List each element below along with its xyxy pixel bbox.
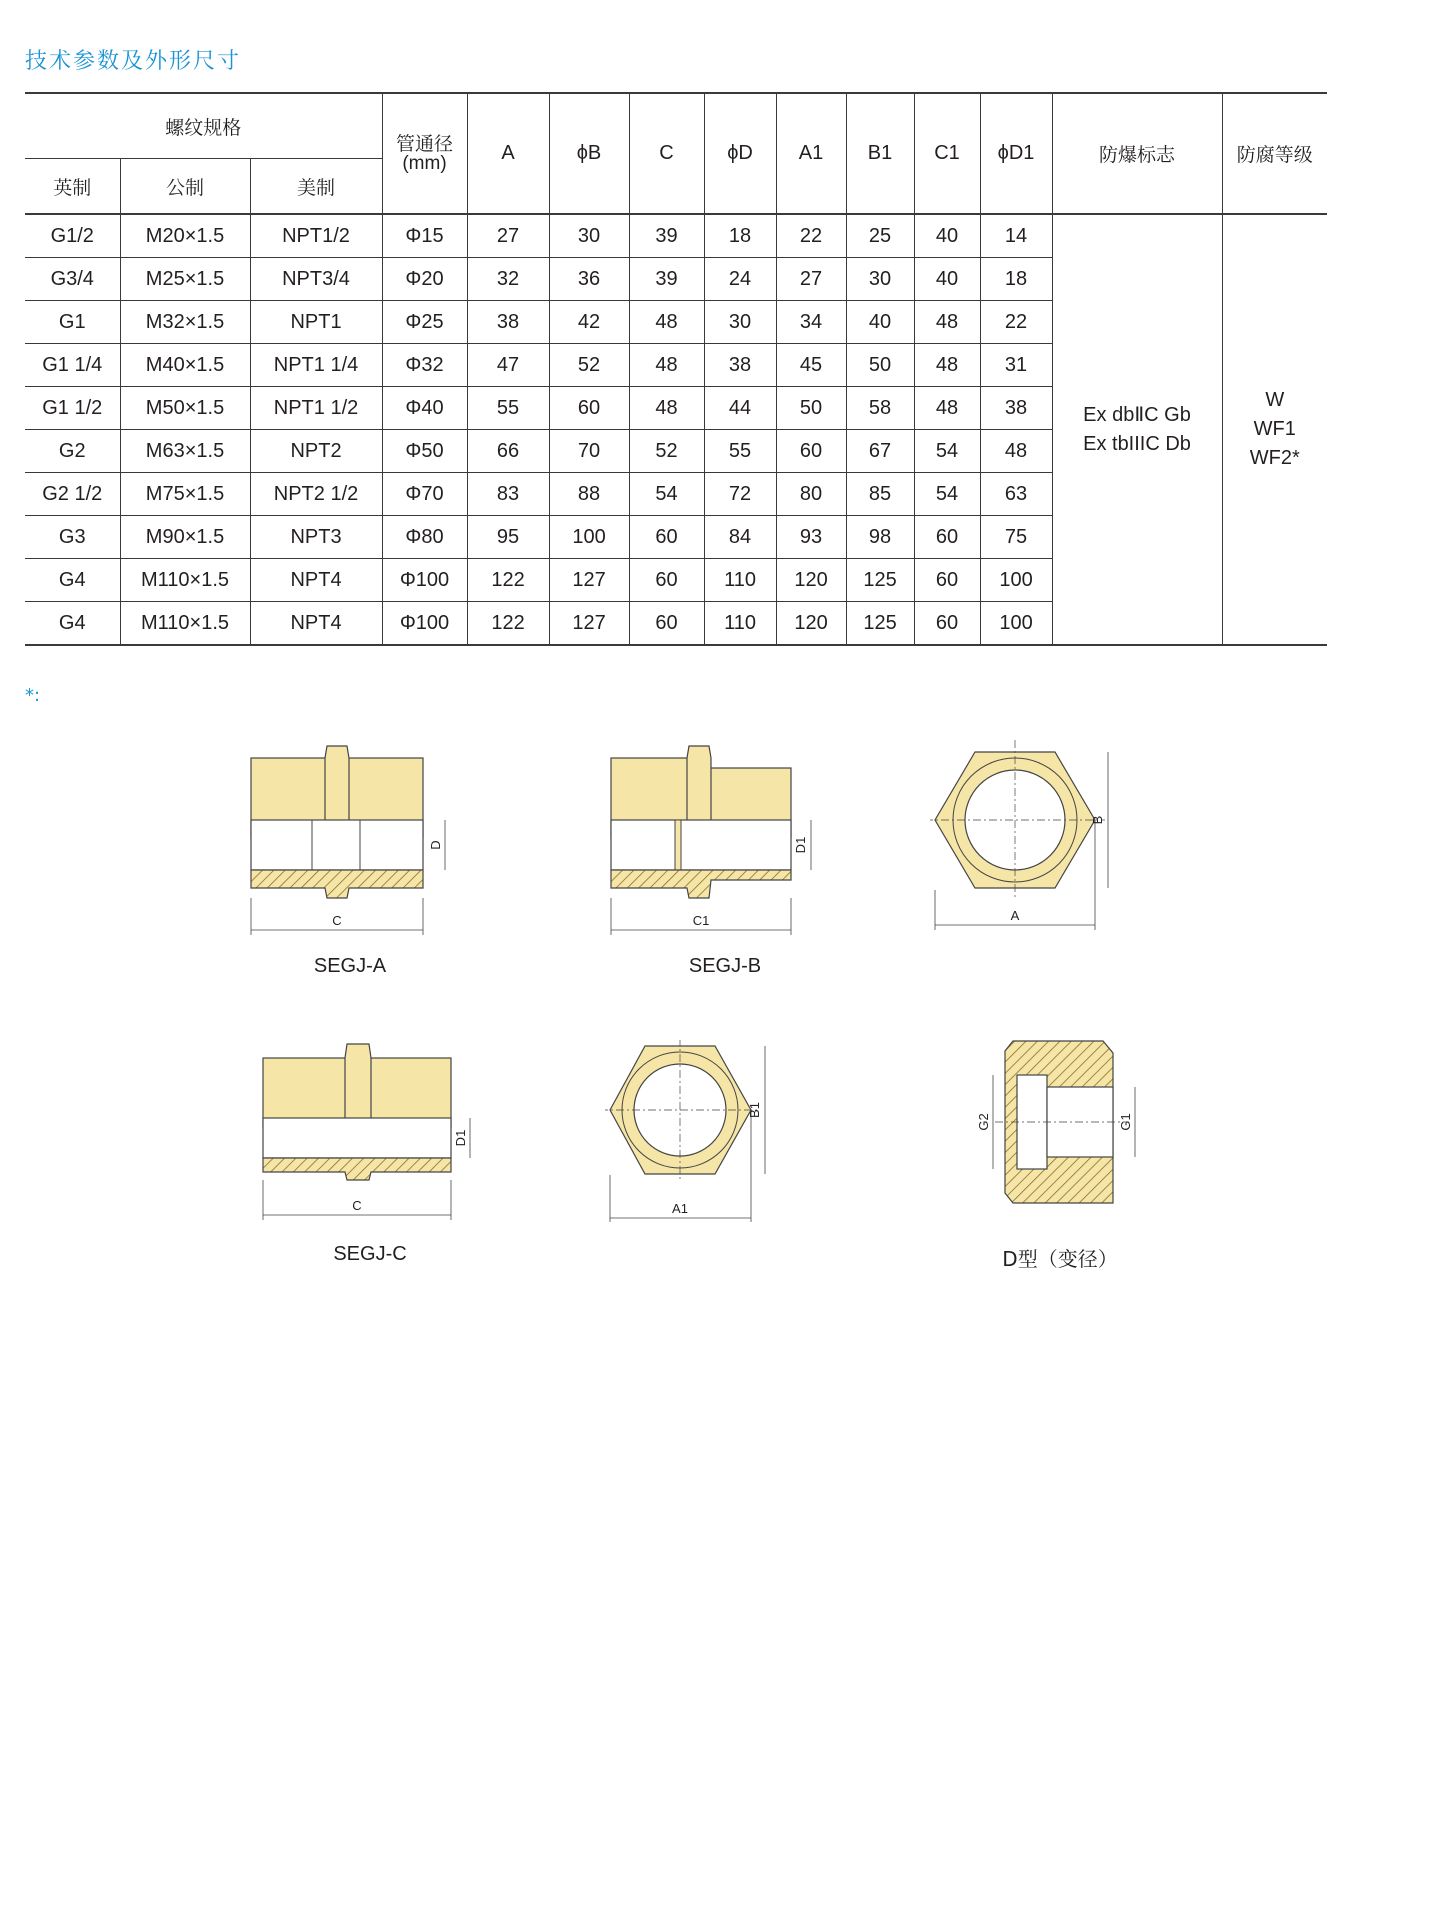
cell-imperial: G4 <box>25 602 120 646</box>
cell-pipe: Φ70 <box>382 473 467 516</box>
cell-pipe: Φ100 <box>382 602 467 646</box>
cell-c: 60 <box>629 602 704 646</box>
cell-c: 39 <box>629 214 704 258</box>
cell-metric: M75×1.5 <box>120 473 250 516</box>
header-pipe-unit: (mm) <box>402 152 447 174</box>
cell-d: 72 <box>704 473 776 516</box>
cell-pipe: Φ25 <box>382 301 467 344</box>
cell-american: NPT3 <box>250 516 382 559</box>
hex-a1-drawing <box>605 1040 785 1230</box>
cell-b: 70 <box>549 430 629 473</box>
cell-metric: M90×1.5 <box>120 516 250 559</box>
cell-pipe: Φ32 <box>382 344 467 387</box>
cell-d: 84 <box>704 516 776 559</box>
cell-b: 127 <box>549 559 629 602</box>
cell-pipe: Φ15 <box>382 214 467 258</box>
cell-american: NPT1 1/4 <box>250 344 382 387</box>
segj-c-dim-d1: D1 <box>453 1129 468 1147</box>
cell-a1: 34 <box>776 301 846 344</box>
cell-b1: 125 <box>846 559 914 602</box>
d-type-dim-g1: G1 <box>1118 1113 1133 1131</box>
cell-b1: 67 <box>846 430 914 473</box>
cell-a1: 50 <box>776 387 846 430</box>
cell-b: 60 <box>549 387 629 430</box>
footnote-marker: *: <box>25 685 41 706</box>
header-dim-a1: A1 <box>776 93 846 214</box>
cell-d: 110 <box>704 559 776 602</box>
cell-c1: 48 <box>914 344 980 387</box>
cell-imperial: G2 1/2 <box>25 473 120 516</box>
cell-d1: 48 <box>980 430 1052 473</box>
cell-metric: M20×1.5 <box>120 214 250 258</box>
cell-a: 38 <box>467 301 549 344</box>
cell-imperial: G1 1/4 <box>25 344 120 387</box>
corrosion-grade: WF1 <box>1253 418 1296 440</box>
header-thread-spec: 螺纹规格 <box>25 93 382 159</box>
cell-american: NPT1 1/2 <box>250 387 382 430</box>
cell-a1: 60 <box>776 430 846 473</box>
cell-b1: 58 <box>846 387 914 430</box>
cell-imperial: G1 1/2 <box>25 387 120 430</box>
cell-imperial: G1/2 <box>25 214 120 258</box>
cell-pipe: Φ40 <box>382 387 467 430</box>
cell-a: 32 <box>467 258 549 301</box>
header-metric: 公制 <box>120 159 250 215</box>
ex-marking-line: Ex tbIIIC Db <box>1083 432 1191 455</box>
cell-d1: 18 <box>980 258 1052 301</box>
header-dim-b: ϕB <box>549 93 629 214</box>
cell-d1: 31 <box>980 344 1052 387</box>
cell-a: 55 <box>467 387 549 430</box>
cell-a: 122 <box>467 602 549 646</box>
cell-d1: 100 <box>980 559 1052 602</box>
cell-a: 27 <box>467 214 549 258</box>
header-american: 美制 <box>250 159 382 215</box>
segj-a-dim-c: C <box>332 913 342 928</box>
cell-d: 18 <box>704 214 776 258</box>
corrosion-grade-cell <box>1222 214 1327 645</box>
cell-b1: 25 <box>846 214 914 258</box>
cell-pipe: Φ80 <box>382 516 467 559</box>
cell-a1: 93 <box>776 516 846 559</box>
cell-d1: 38 <box>980 387 1052 430</box>
segj-b-dim-d1: D1 <box>793 836 808 854</box>
cell-b1: 40 <box>846 301 914 344</box>
cell-c: 54 <box>629 473 704 516</box>
segj-a-caption: SEGJ-A <box>313 955 387 977</box>
cell-a1: 80 <box>776 473 846 516</box>
cell-d1: 63 <box>980 473 1052 516</box>
table-row <box>25 214 1327 258</box>
cell-c: 48 <box>629 301 704 344</box>
cell-metric: M63×1.5 <box>120 430 250 473</box>
header-dim-b1: B1 <box>846 93 914 214</box>
cell-b: 36 <box>549 258 629 301</box>
cell-c1: 40 <box>914 258 980 301</box>
cell-b: 42 <box>549 301 629 344</box>
cell-american: NPT1 <box>250 301 382 344</box>
cell-c1: 60 <box>914 559 980 602</box>
header-pipe-diameter <box>382 93 467 214</box>
cell-a: 122 <box>467 559 549 602</box>
cell-c1: 60 <box>914 602 980 646</box>
cell-pipe: Φ20 <box>382 258 467 301</box>
cell-pipe: Φ100 <box>382 559 467 602</box>
cell-a: 95 <box>467 516 549 559</box>
cell-imperial: G4 <box>25 559 120 602</box>
cell-american: NPT3/4 <box>250 258 382 301</box>
cell-b: 100 <box>549 516 629 559</box>
d-type-dim-g2: G2 <box>976 1113 991 1131</box>
header-pipe-label: 管通径 <box>396 132 454 155</box>
cell-a: 66 <box>467 430 549 473</box>
cell-c: 60 <box>629 516 704 559</box>
hex-a1-dim-a1: A1 <box>672 1201 688 1216</box>
header-dim-a: A <box>467 93 549 214</box>
cell-american: NPT4 <box>250 602 382 646</box>
ex-marking-line: Ex dbⅡC Gb <box>1083 403 1191 426</box>
cell-metric: M50×1.5 <box>120 387 250 430</box>
cell-a: 47 <box>467 344 549 387</box>
cell-c: 39 <box>629 258 704 301</box>
segj-b-dim-c1: C1 <box>692 913 710 928</box>
cell-metric: M110×1.5 <box>120 559 250 602</box>
cell-c1: 54 <box>914 430 980 473</box>
segj-a-dim-d: D <box>428 840 443 850</box>
cell-d: 55 <box>704 430 776 473</box>
segj-c-dim-c: C <box>352 1198 362 1213</box>
cell-d: 44 <box>704 387 776 430</box>
cell-imperial: G2 <box>25 430 120 473</box>
cell-d1: 75 <box>980 516 1052 559</box>
cell-d: 24 <box>704 258 776 301</box>
segj-b-caption: SEGJ-B <box>688 955 762 977</box>
header-dim-d: ϕD <box>704 93 776 214</box>
header-ex-marking: 防爆标志 <box>1052 93 1222 214</box>
corrosion-grade: WF2* <box>1249 447 1300 469</box>
header-dim-c1: C1 <box>914 93 980 214</box>
cell-d: 38 <box>704 344 776 387</box>
cell-imperial: G3 <box>25 516 120 559</box>
corrosion-grade: W <box>1265 389 1285 411</box>
header-dim-c: C <box>629 93 704 214</box>
cell-d1: 14 <box>980 214 1052 258</box>
cell-c: 60 <box>629 559 704 602</box>
segj-c-drawing <box>255 1040 485 1230</box>
cell-b1: 98 <box>846 516 914 559</box>
hex-a-dim-b: B <box>1090 815 1105 825</box>
cell-c: 48 <box>629 387 704 430</box>
header-dim-d1: ϕD1 <box>980 93 1052 214</box>
cell-a1: 45 <box>776 344 846 387</box>
cell-b1: 85 <box>846 473 914 516</box>
cell-a1: 22 <box>776 214 846 258</box>
cell-metric: M32×1.5 <box>120 301 250 344</box>
cell-d1: 22 <box>980 301 1052 344</box>
spec-table <box>25 92 1327 646</box>
d-type-drawing <box>975 1035 1145 1215</box>
cell-american: NPT2 1/2 <box>250 473 382 516</box>
segj-a-drawing <box>245 740 465 940</box>
cell-b: 52 <box>549 344 629 387</box>
cell-c1: 48 <box>914 301 980 344</box>
cell-b: 127 <box>549 602 629 646</box>
cell-american: NPT4 <box>250 559 382 602</box>
cell-a1: 120 <box>776 559 846 602</box>
cell-b1: 50 <box>846 344 914 387</box>
cell-b1: 30 <box>846 258 914 301</box>
cell-c1: 40 <box>914 214 980 258</box>
cell-c1: 54 <box>914 473 980 516</box>
cell-c: 52 <box>629 430 704 473</box>
cell-c: 48 <box>629 344 704 387</box>
hex-a-drawing <box>930 740 1120 940</box>
cell-a1: 120 <box>776 602 846 646</box>
hex-a1-dim-b1: B1 <box>747 1102 762 1118</box>
d-type-caption: D型（变径） <box>1002 1247 1118 1271</box>
cell-a: 83 <box>467 473 549 516</box>
cell-b1: 125 <box>846 602 914 646</box>
cell-c1: 60 <box>914 516 980 559</box>
cell-c1: 48 <box>914 387 980 430</box>
cell-d: 110 <box>704 602 776 646</box>
segj-b-drawing <box>605 740 825 940</box>
cell-metric: M25×1.5 <box>120 258 250 301</box>
cell-metric: M110×1.5 <box>120 602 250 646</box>
cell-d1: 100 <box>980 602 1052 646</box>
cell-d: 30 <box>704 301 776 344</box>
cell-metric: M40×1.5 <box>120 344 250 387</box>
cell-b: 88 <box>549 473 629 516</box>
hex-a-dim-a: A <box>1010 908 1020 923</box>
cell-a1: 27 <box>776 258 846 301</box>
segj-c-caption: SEGJ-C <box>333 1243 407 1265</box>
cell-pipe: Φ50 <box>382 430 467 473</box>
cell-american: NPT2 <box>250 430 382 473</box>
cell-imperial: G3/4 <box>25 258 120 301</box>
cell-american: NPT1/2 <box>250 214 382 258</box>
header-imperial: 英制 <box>53 176 92 199</box>
cell-b: 30 <box>549 214 629 258</box>
ex-marking-cell <box>1052 214 1222 645</box>
page-title: 技术参数及外形尺寸 <box>25 49 242 74</box>
header-corrosion-grade: 防腐等级 <box>1222 93 1327 214</box>
cell-imperial: G1 <box>25 301 120 344</box>
